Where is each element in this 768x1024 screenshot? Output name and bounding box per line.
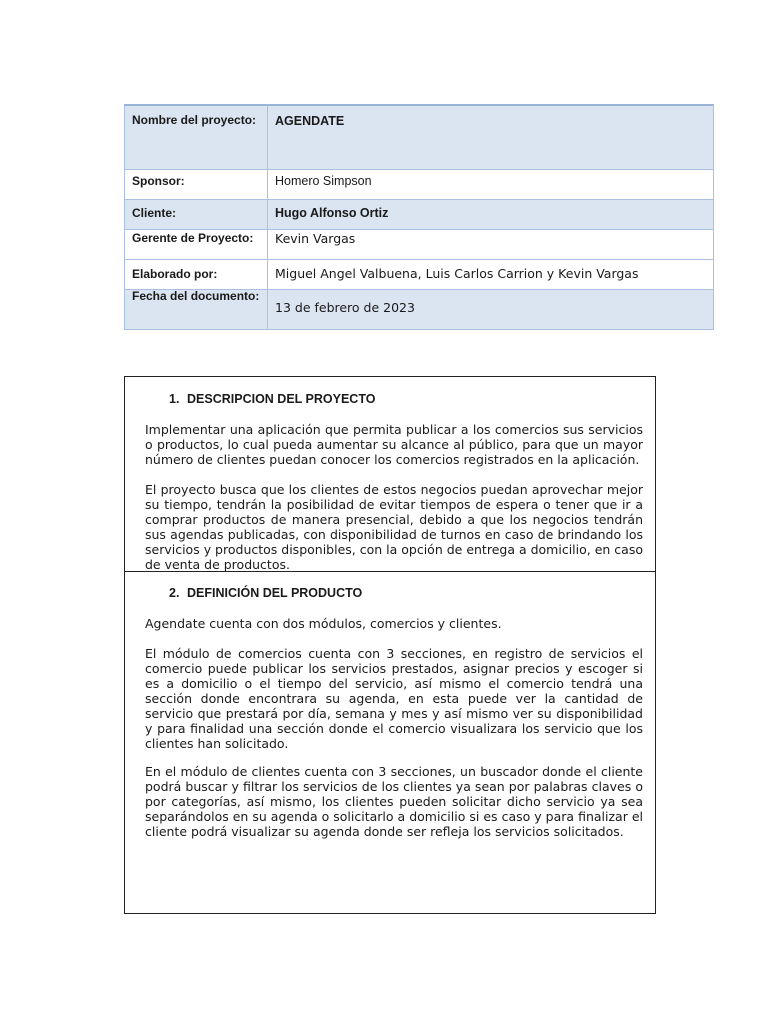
project-info-table: [124, 104, 714, 330]
row-prepared-by: [125, 259, 714, 289]
label-client: Cliente:: [125, 199, 268, 229]
row-project-name: [125, 105, 714, 169]
paragraph: El proyecto busca que los clientes de estos negocios puedan aprovechar mejor su tiempo, tendrán la posibilidad de evitar tiempos de espera o tener que ir a comprar productos de manera presencial, debido a que los negocios tendrán sus agendas publicadas, con disponibilidad de turnos en caso de brindando los servicios y productos disponibles, con la opción de entrega a domicilio, en caso de venta de productos.: [145, 482, 643, 572]
product-definition-section: [124, 571, 656, 914]
section-title: DESCRIPCION DEL PROYECTO: [187, 392, 376, 406]
value-prepared-by: Miguel Angel Valbuena, Luis Carlos Carrion y Kevin Vargas: [268, 259, 714, 289]
label-project-name: Nombre del proyecto:: [125, 105, 268, 169]
row-sponsor: [125, 169, 714, 199]
section-heading: [169, 586, 362, 600]
paragraph: El módulo de comercios cuenta con 3 secciones, en registro de servicios el comercio puede publicar los servicios prestados, asignar precios y escoger si es a domicilio o el tiempo del servicio, así mismo el comercio tendrá una sección donde encontrara su agenda, en esta puede ver la cantidad de servicio que prestará por día, semana y mes y así mismo ver su disponibilidad y para finalidad una sección donde el comercio visualizara los servicio que los clientes han solicitado.: [145, 646, 643, 751]
label-prepared-by: Elaborado por:: [125, 259, 268, 289]
row-client: [125, 199, 714, 229]
value-project-manager: Kevin Vargas: [268, 229, 714, 259]
value-client: Hugo Alfonso Ortiz: [268, 199, 714, 229]
label-document-date: Fecha del documento:: [125, 289, 268, 329]
section-number: 2.: [169, 586, 180, 600]
label-sponsor: Sponsor:: [125, 169, 268, 199]
value-document-date: 13 de febrero de 2023: [268, 289, 714, 329]
section-number: 1.: [169, 392, 180, 406]
paragraph: Agendate cuenta con dos módulos, comercios y clientes.: [145, 616, 502, 631]
value-sponsor: Homero Simpson: [268, 169, 714, 199]
row-project-manager: [125, 229, 714, 259]
project-description-section: [124, 376, 656, 572]
paragraph: Implementar una aplicación que permita publicar a los comercios sus servicios o productos, lo cual pueda aumentar su alcance al público, para que un mayor número de clientes puedan conocer los comercios registrados en la aplicación.: [145, 422, 643, 467]
value-project-name: AGENDATE: [268, 105, 714, 169]
row-document-date: [125, 289, 714, 329]
section-heading: [169, 392, 375, 406]
section-title: DEFINICIÓN DEL PRODUCTO: [187, 586, 363, 600]
label-project-manager: Gerente de Proyecto:: [125, 229, 268, 259]
paragraph: En el módulo de clientes cuenta con 3 secciones, un buscador donde el cliente podrá buscar y filtrar los servicios de los clientes ya sean por palabras claves o por categorías, así mismo, los clientes pueden solicitar dicho servicio ya sea separándolos en su agenda o solicitarlo a domicilio si es caso y para finalizar el cliente podrá visualizar su agenda donde ser refleja los servicios solicitados.: [145, 764, 643, 839]
